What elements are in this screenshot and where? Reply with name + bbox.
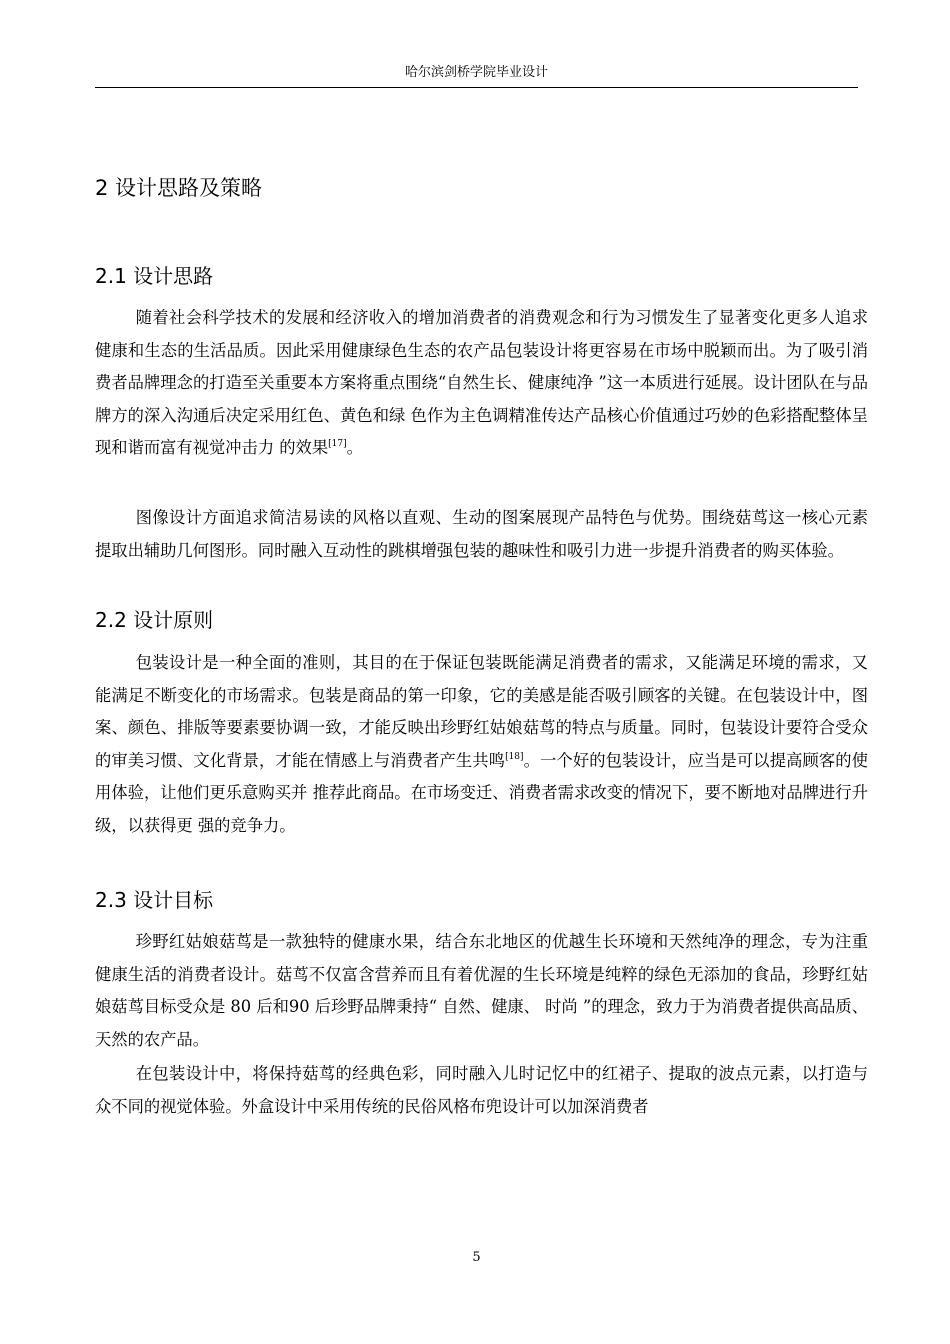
paragraph-2-1-2 [95, 502, 868, 567]
paragraph-text: 在包装设计中，将保持菇茑的经典色彩，同时融入儿时记忆中的红裙子、提取的波点元素，以打造与众不同的视觉体验。外盒设计中采用传统的民俗风格布兜设计可以加深消费者 [95, 1064, 868, 1116]
page-number: 5 [472, 1250, 481, 1265]
section-title-2-1: 2.1 设计思路 [95, 264, 214, 288]
paragraph-2-2-1 [95, 647, 868, 843]
paragraph-text: 珍野红姑娘菇茑是一款独特的健康水果，结合东北地区的优越生长环境和天然纯净的理念，专为注重健康生活的消费者设计。菇茑不仅富含营养而且有着优渥的生长环境是纯粹的绿色无添加的食品，珍野红姑娘菇茑目标受众是 80 后和90 后珍野品牌秉持“ 自然、健康、 时尚 ”的理念，致力于为消费者提供高品质、天然的农产品。 [95, 932, 868, 1049]
citation: [17] [328, 439, 347, 450]
paragraph-text-end: 。 [346, 438, 363, 458]
paragraph-text: 图像设计方面追求简洁易读的风格以直观、生动的图案展现产品特色与优势。围绕菇茑这一核心元素提取出辅助几何图形。同时融入互动性的跳棋增强包装的趣味性和吸引力进一步提升消费者的购买体验。 [95, 508, 868, 560]
paragraph-text: 随着社会科学技术的发展和经济收入的增加消费者的消费观念和行为习惯发生了显著变化更多人追求健康和生态的生活品质。因此采用健康绿色生态的农产品包装设计将更容易在市场中脱颖而出。为了吸引消费者品牌理念的打造至关重要本方案将重点围绕“自然生长、健康纯净 ”这一本质进行延展。设计团队在与品牌方的深入沟通后决定采用红色、黄色和绿 色作为主色调精准传达产品核心价值通过巧妙的色彩搭配整体呈现和谐而富有视觉冲击力 的效果 [95, 308, 868, 458]
chapter-title: 2 设计思路及策略 [95, 176, 263, 200]
paragraph-2-3-2 [95, 1058, 868, 1123]
running-header: 哈尔滨剑桥学院毕业设计 [404, 65, 548, 80]
paragraph-2-1-1 [95, 302, 868, 465]
citation: [18] [505, 751, 524, 762]
paragraph-2-3-1 [95, 926, 868, 1056]
section-title-2-3: 2.3 设计目标 [95, 888, 214, 912]
section-title-2-2: 2.2 设计原则 [95, 608, 214, 632]
paragraph-text-end: 。一个好的包装设计，应当是可以提高顾客的使用体验，让他们更乐意购买并 推荐此商品。在市场变迁、消费者需求改变的情况下，要不断地对品牌进行升级，以获得更 强的竞争力。 [95, 750, 868, 835]
header-rule [95, 87, 858, 88]
paragraph-text: 包装设计是一种全面的准则，其目的在于保证包装既能满足消费者的需求，又能满足环境的需求，又能满足不断变化的市场需求。包装是商品的第一印象，它的美感是能否吸引顾客的关键。在包装设计中，图案、颜色、排版等要素要协调一致，才能反映出珍野红姑娘菇茑的特点与质量。同时，包装设计要符合受众的审美习惯、文化背景，才能在情感上与消费者产生共鸣 [95, 653, 868, 770]
